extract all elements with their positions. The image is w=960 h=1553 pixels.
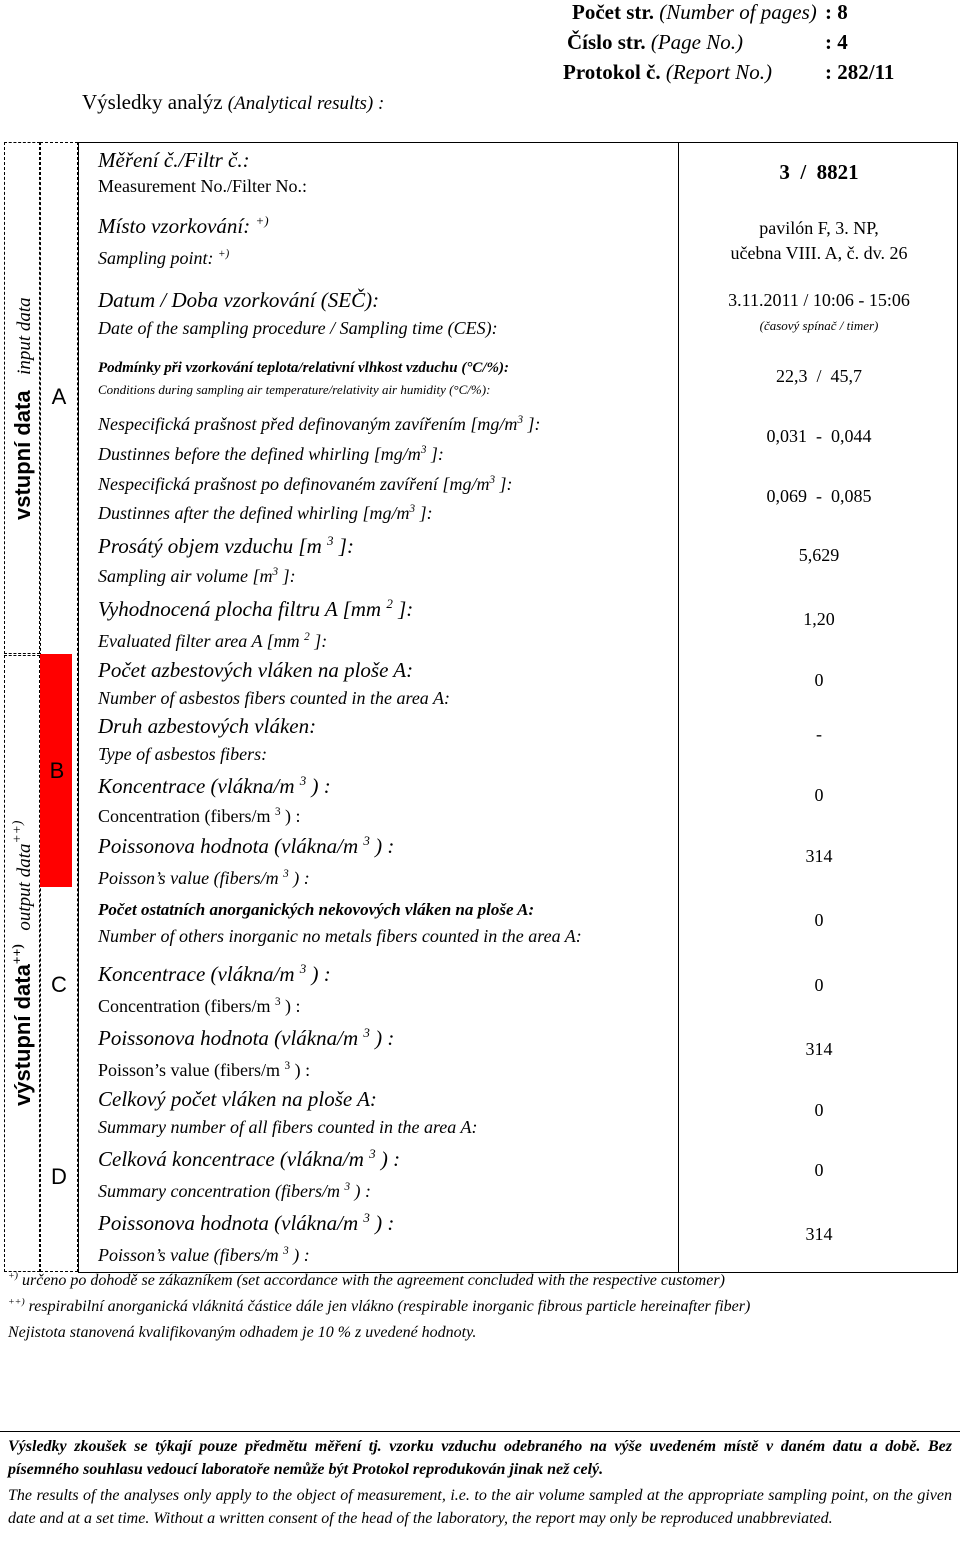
footnote-2 [8, 1298, 952, 1316]
row-total-concentration-en-sup: 3 [344, 1181, 351, 1193]
page-number-line [567, 30, 743, 55]
row-date-en: Date of the sampling procedure / Sampling time (CES): [98, 318, 498, 338]
report-number-label-en: (Report No.) [665, 60, 773, 84]
row-filter-area-cz-text: Vyhodnocená plocha filtru A [mm [98, 597, 382, 621]
row-asbestos-concentration-en [98, 806, 301, 827]
row-dust-after-cz-sup: 3 [489, 474, 496, 486]
row-sampling-point-cz-sup: +) [255, 213, 269, 228]
results-title-cz: Výsledky analýz [82, 90, 223, 114]
row-air-volume-en-tail: ]: [278, 566, 296, 586]
row-filter-area-cz-tail: ]: [392, 597, 414, 621]
row-sampling-point-cz-text: Místo vzorkování: [98, 214, 251, 238]
row-asbestos-poisson-cz-tail: ) : [369, 834, 395, 858]
row-asbestos-count-cz: Počet azbestových vláken na ploše A: [98, 658, 414, 682]
row-total-concentration-en [98, 1181, 371, 1202]
row-other-poisson-cz-sup: 3 [363, 1025, 370, 1040]
row-air-volume-en-text: Sampling air volume [m [98, 566, 273, 586]
row-asbestos-poisson-en-tail: ) : [288, 868, 310, 888]
row-air-volume-en-sup: 3 [272, 566, 279, 578]
row-dust-after-en-sup: 3 [409, 503, 416, 515]
row-dust-after-en [98, 503, 433, 524]
page-number-label: Číslo str. [567, 30, 646, 54]
row-air-volume-cz [98, 534, 354, 559]
row-air-volume-cz-text: Prosátý objem vzduchu [m [98, 534, 322, 558]
row-dust-after-cz-tail: ]: [495, 474, 513, 494]
row-measurement-value: 3 / 8821 [779, 160, 859, 184]
row-other-poisson-en [98, 1060, 310, 1081]
row-date-value: 3.11.2011 / 10:06 - 15:06 [728, 290, 910, 310]
footnote-1-text: určeno po dohodě se zákazníkem (set accordance with the agreement concluded with the respective customer) [17, 1272, 725, 1289]
row-conditions-en: Conditions during sampling air temperature/relativity air humidity (°C/%): [98, 382, 491, 397]
row-total-concentration-cz-text: Celková koncentrace (vlákna/m [98, 1147, 364, 1171]
row-other-concentration-cz-tail: ) : [306, 962, 331, 986]
row-total-poisson-en [98, 1245, 310, 1266]
row-dust-before-value: 0,031 - 0,044 [766, 426, 872, 446]
row-asbestos-poisson-en-text: Poisson’s value (fibers/m [98, 868, 279, 888]
table-top-border [78, 142, 958, 143]
row-total-concentration-cz [98, 1147, 400, 1172]
input-data-label-en: input data [14, 297, 35, 375]
output-data-label-en-sup: ++) [9, 820, 25, 844]
row-other-poisson-value: 314 [805, 1039, 833, 1059]
row-asbestos-count-en: Number of asbestos fibers counted in the area A: [98, 688, 450, 708]
row-air-volume-en [98, 566, 296, 587]
row-dust-before-cz [98, 414, 541, 435]
row-other-poisson-en-tail: ) : [290, 1060, 311, 1080]
row-asbestos-poisson-cz-sup: 3 [363, 833, 370, 848]
row-sampling-point-value: pavilón F, 3. NP, [759, 218, 879, 238]
input-data-label [10, 297, 36, 520]
row-other-concentration-en-text: Concentration (fibers/m [98, 996, 271, 1016]
section-letter-c: C [51, 972, 67, 997]
row-total-concentration-cz-sup: 3 [369, 1146, 376, 1161]
row-measurement-cz: Měření č./Filtr č.: [98, 148, 250, 172]
row-dust-before-cz-sup: 3 [517, 414, 524, 426]
row-asbestos-type-value: - [816, 724, 822, 744]
page-number-label-en: (Page No.) [650, 30, 743, 54]
row-asbestos-concentration-cz-text: Koncentrace (vlákna/m [98, 774, 295, 798]
row-other-poisson-cz-tail: ) : [369, 1026, 395, 1050]
row-dust-after-en-tail: ]: [415, 503, 433, 523]
row-filter-area-en-sup: 2 [304, 631, 310, 643]
output-data-label-cz: výstupní data [10, 964, 35, 1106]
row-asbestos-poisson-en-sup: 3 [283, 868, 289, 880]
page-count-value: : 8 [825, 0, 848, 24]
row-sampling-point-value-2: učebna VIII. A, č. dv. 26 [730, 243, 908, 263]
row-filter-area-en [98, 631, 327, 652]
report-number-value: : 282/11 [825, 60, 895, 84]
row-asbestos-poisson-value: 314 [805, 846, 833, 866]
row-total-poisson-en-sup: 3 [283, 1245, 289, 1257]
row-air-volume-cz-tail: ]: [333, 534, 354, 558]
row-asbestos-concentration-cz-sup: 3 [299, 773, 307, 788]
row-dust-after-cz-text: Nespecifická prašnost po definovaném zavíření [mg/m [98, 474, 490, 494]
row-total-concentration-value: 0 [814, 1160, 824, 1180]
page-number-value: : 4 [825, 30, 848, 54]
row-total-poisson-cz-text: Poissonova hodnota (vlákna/m [98, 1211, 359, 1235]
row-asbestos-poisson-cz [98, 834, 394, 859]
row-filter-area-en-text: Evaluated filter area A [mm [98, 631, 300, 651]
row-other-poisson-en-sup: 3 [284, 1060, 291, 1072]
row-dust-before-en-tail: ]: [426, 444, 444, 464]
row-filter-area-value: 1,20 [803, 609, 835, 629]
report-number-label: Protokol č. [563, 60, 661, 84]
footnote-2-text: respirabilní anorganická vláknitá částice dále jen vlákno (respirable inorganic fibrous particle hereinafter fiber) [24, 1298, 751, 1315]
row-dust-before-cz-text: Nespecifická prašnost před definovaným zavířením [mg/m [98, 414, 518, 434]
page-count-label-en: (Number of pages) [659, 0, 817, 24]
disclaimer-top-border [0, 1431, 960, 1432]
row-sampling-point-en-sup: +) [218, 248, 230, 260]
section-letter-d: D [51, 1164, 67, 1189]
row-dust-after-en-text: Dustinnes after the defined whirling [mg/m [98, 503, 410, 523]
row-total-concentration-cz-tail: ) : [375, 1147, 401, 1171]
row-sampling-point-en-text: Sampling point: [98, 248, 214, 268]
page-count-line [572, 0, 817, 25]
row-date-cz: Datum / Doba vzorkování (SEČ): [98, 288, 380, 312]
output-data-label-en: output data [14, 843, 35, 931]
footnote-1 [8, 1272, 952, 1290]
row-other-concentration-en-sup: 3 [274, 996, 281, 1008]
row-asbestos-concentration-en-sup: 3 [274, 806, 281, 818]
results-title [82, 90, 384, 115]
row-total-poisson-en-tail: ) : [288, 1245, 310, 1265]
row-total-poisson-cz-sup: 3 [363, 1210, 370, 1225]
row-air-volume-cz-sup: 3 [327, 533, 334, 548]
col-divider-values [678, 142, 679, 1273]
row-total-count-en: Summary number of all fibers counted in the area A: [98, 1117, 478, 1137]
row-conditions-value: 22,3 / 45,7 [775, 366, 862, 386]
row-other-concentration-value: 0 [814, 975, 824, 995]
row-asbestos-concentration-cz-tail: ) : [306, 774, 331, 798]
row-total-concentration-en-text: Summary concentration (fibers/m [98, 1181, 340, 1201]
row-other-fibers-count-cz: Počet ostatních anorganických nekovových vláken na ploše A: [98, 900, 535, 919]
section-letter-b: B [49, 758, 65, 783]
row-asbestos-type-en: Type of asbestos fibers: [98, 744, 268, 764]
row-filter-area-cz-sup: 2 [386, 596, 393, 611]
row-filter-area-cz [98, 597, 413, 622]
row-conditions-cz: Podmínky při vzorkování teplota/relativní vlhkost vzduchu (°C/%): [98, 360, 509, 376]
row-dust-after-value: 0,069 - 0,085 [766, 486, 872, 506]
row-other-concentration-en [98, 996, 301, 1017]
row-measurement-en: Measurement No./Filter No.: [98, 176, 307, 196]
row-asbestos-poisson-cz-text: Poissonova hodnota (vlákna/m [98, 834, 359, 858]
row-other-fibers-count-en: Number of others inorganic no metals fibers counted in the area A: [98, 926, 582, 946]
disclaimer-cz: Výsledky zkoušek se týkají pouze předmětu měření tj. vzorku vzduchu odebraného na výše uvedeném místě v daném datu a době. Bez písemného souhlasu vedoucí laboratoře nemůže být Protokol reprodukován jinak než celý. [8, 1438, 952, 1478]
row-other-poisson-en-text: Poisson’s value (fibers/m [98, 1060, 280, 1080]
row-total-count-cz: Celkový počet vláken na ploše A: [98, 1087, 377, 1111]
row-asbestos-concentration-en-text: Concentration (fibers/m [98, 806, 271, 826]
disclaimer-en: The results of the analyses only apply to the object of measurement, i.e. to the air volume sampled at the appropriate sampling point, on the given date and at a set time. Without a written consent of the head of the laboratory, the report may only be reproduced unabbreviated. [8, 1487, 952, 1527]
row-date-value-2: (časový spínač / timer) [759, 318, 879, 333]
input-data-label-cz: vstupní data [10, 390, 35, 520]
row-total-poisson-cz-tail: ) : [369, 1211, 395, 1235]
row-asbestos-type-cz: Druh azbestových vláken: [98, 714, 317, 738]
row-filter-area-en-tail: ]: [309, 631, 328, 651]
row-other-concentration-en-tail: ) : [280, 996, 301, 1016]
row-other-poisson-cz [98, 1026, 394, 1051]
row-other-fibers-count-value: 0 [814, 910, 824, 930]
row-total-poisson-cz [98, 1211, 394, 1236]
row-asbestos-count-value: 0 [814, 670, 824, 690]
row-total-poisson-en-text: Poisson’s value (fibers/m [98, 1245, 279, 1265]
row-dust-before-cz-tail: ]: [523, 414, 541, 434]
row-other-concentration-cz [98, 962, 331, 987]
row-total-count-value: 0 [814, 1100, 824, 1120]
row-dust-before-en-text: Dustinnes before the defined whirling [mg/m [98, 444, 421, 464]
footnote-2-sup: ++) [8, 1296, 25, 1308]
row-total-concentration-en-tail: ) : [350, 1181, 372, 1201]
row-asbestos-concentration-cz [98, 774, 331, 799]
row-dust-before-en [98, 444, 444, 465]
page-count-label: Počet str. [572, 0, 655, 24]
footnote-1-sup: +) [8, 1270, 18, 1282]
footnote-uncertainty: Nejistota stanovená kvalifikovaným odhadem je 10 % z uvedené hodnoty. [8, 1324, 477, 1341]
col-divider-letters [78, 142, 79, 1273]
row-dust-before-en-sup: 3 [420, 444, 427, 456]
output-data-label [10, 821, 36, 1106]
row-air-volume-value: 5,629 [798, 545, 840, 565]
row-other-concentration-cz-text: Koncentrace (vlákna/m [98, 962, 295, 986]
row-asbestos-concentration-value: 0 [814, 785, 824, 805]
results-title-en: (Analytical results) : [227, 93, 385, 114]
report-number-line [563, 60, 772, 85]
section-letter-a: A [51, 384, 67, 409]
row-other-poisson-cz-text: Poissonova hodnota (vlákna/m [98, 1026, 359, 1050]
row-dust-after-cz [98, 474, 513, 495]
row-sampling-point-en [98, 248, 229, 269]
row-other-concentration-cz-sup: 3 [299, 961, 307, 976]
row-asbestos-concentration-en-tail: ) : [280, 806, 301, 826]
row-asbestos-poisson-en [98, 868, 310, 889]
row-sampling-point-cz [98, 214, 269, 239]
output-data-label-cz-sup: ++) [9, 944, 25, 965]
row-total-poisson-value: 314 [805, 1224, 833, 1244]
